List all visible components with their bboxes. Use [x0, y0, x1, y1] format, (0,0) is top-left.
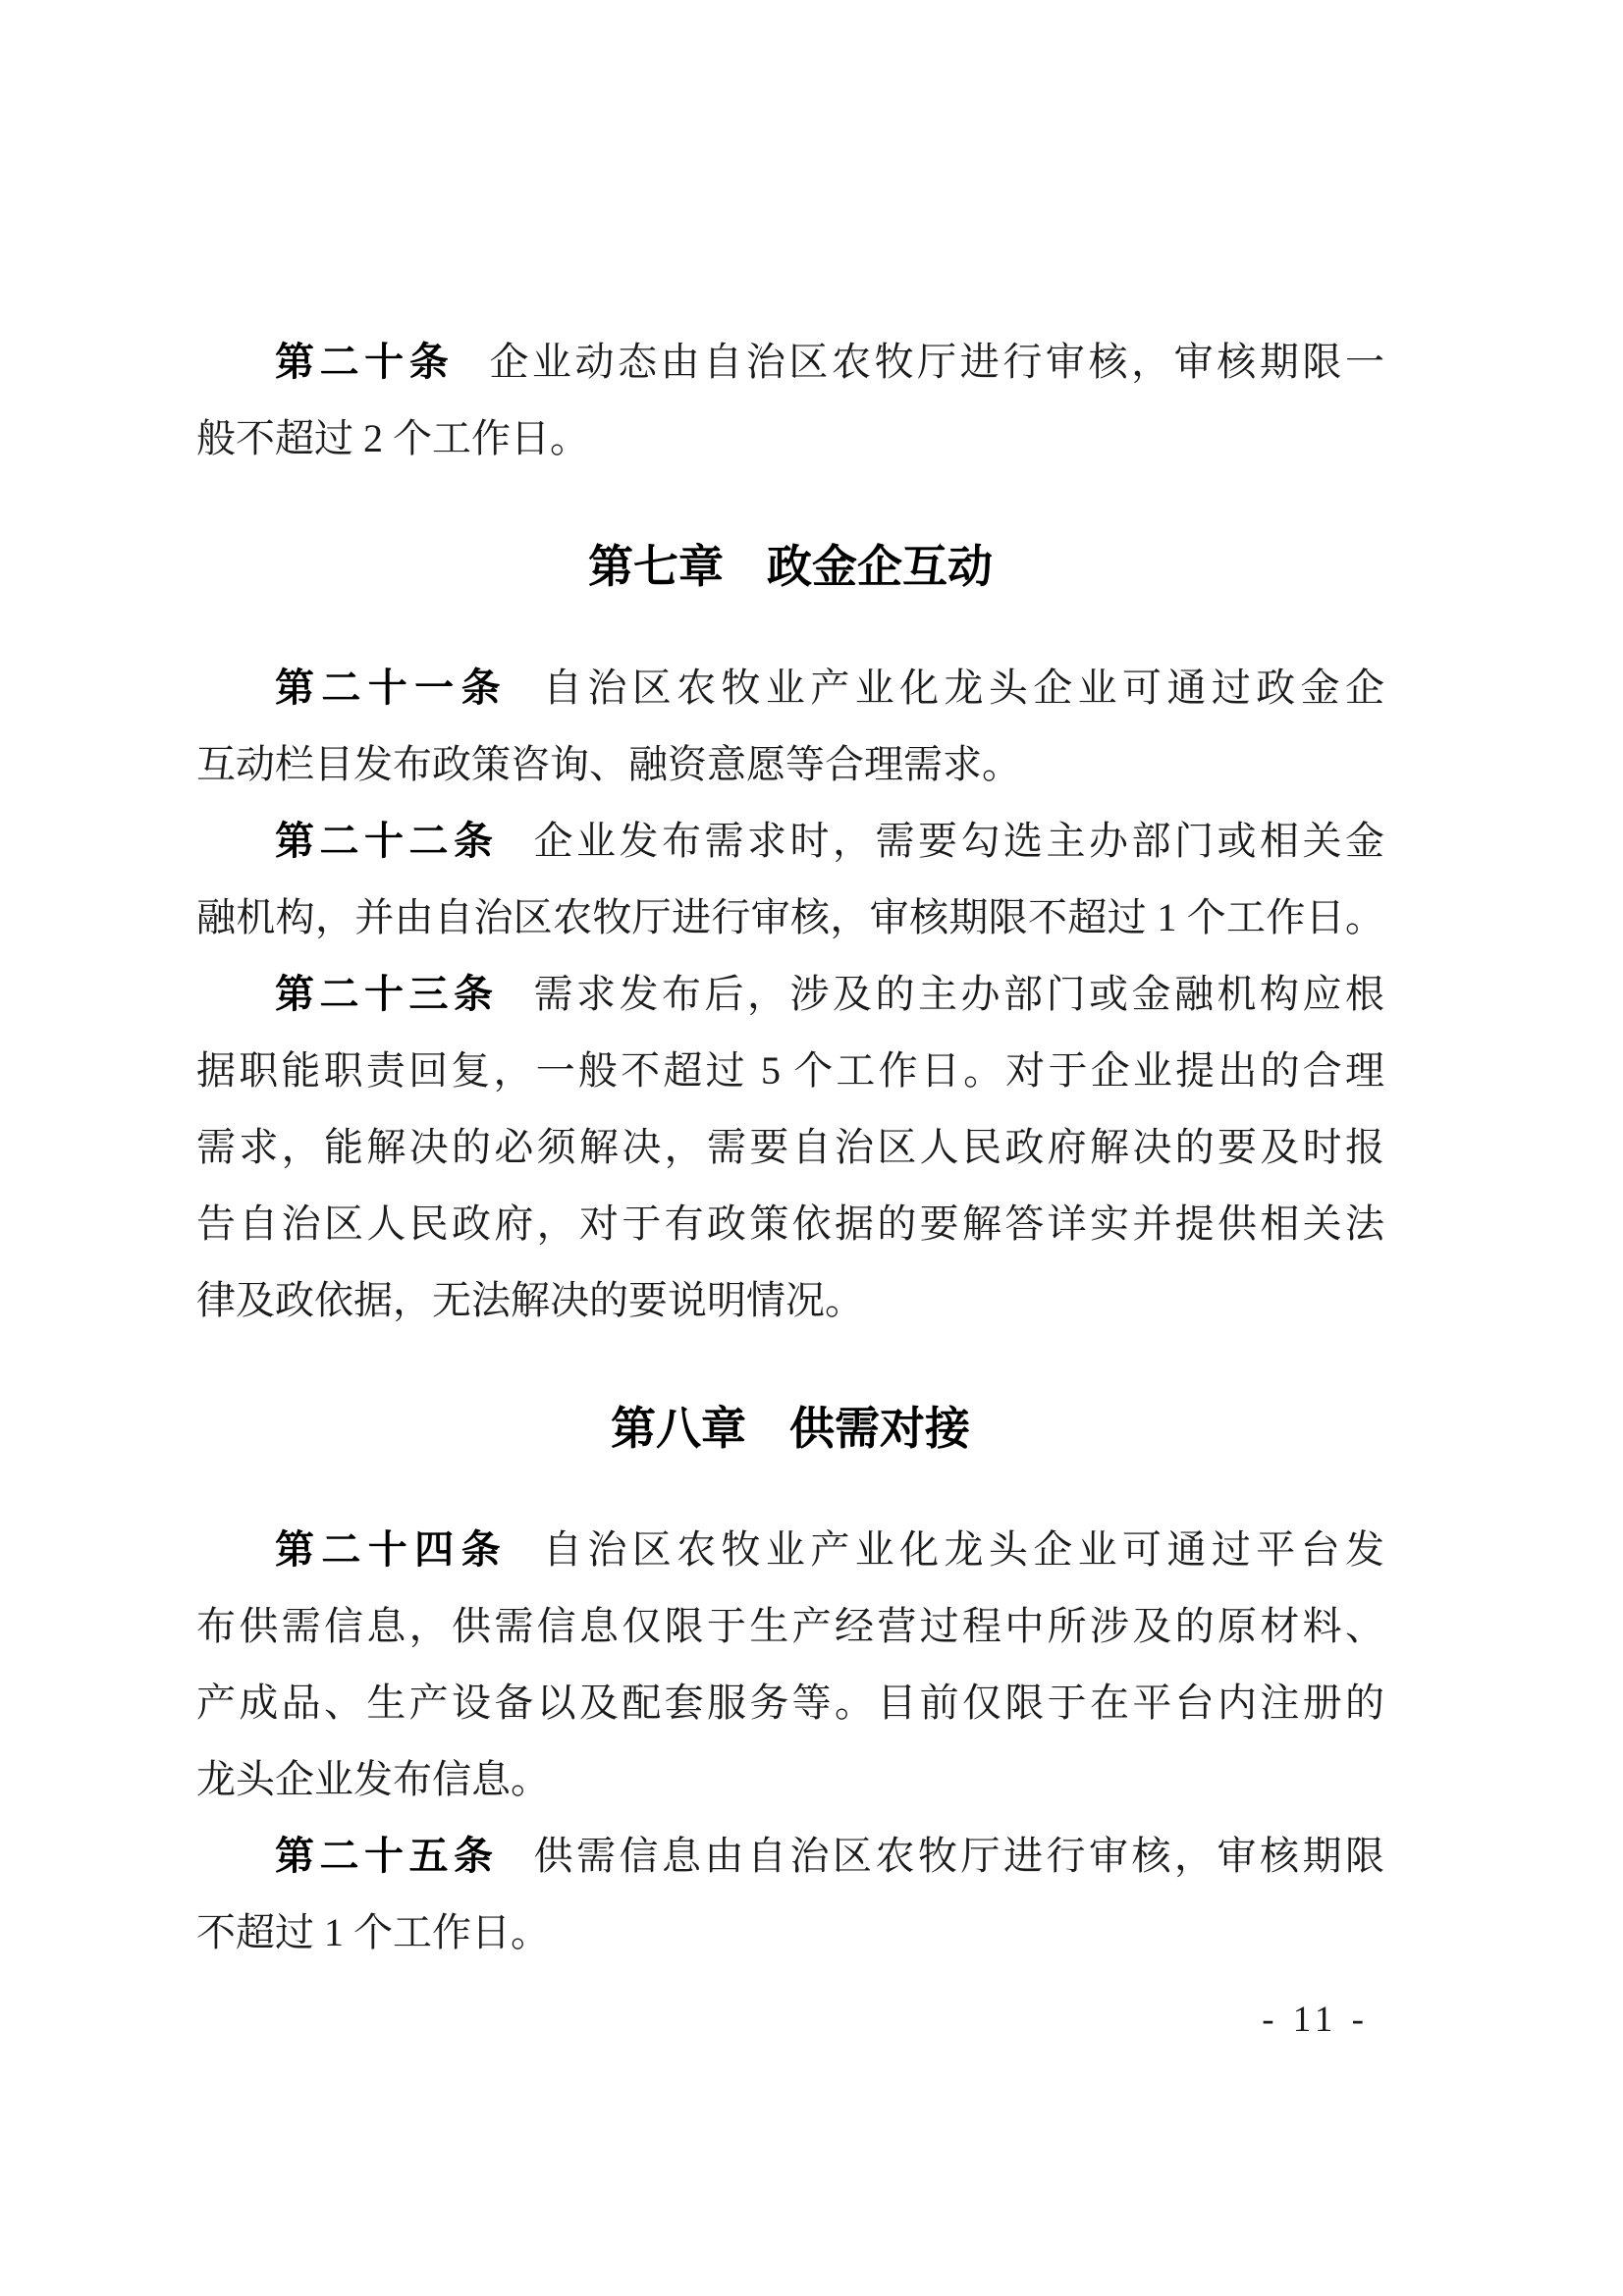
article-line: [196, 1512, 1384, 1588]
article-text: 自治区农牧业产业化龙头企业可通过平台发: [542, 1527, 1384, 1572]
article-line: 般不超过 2 个工作日。: [196, 416, 589, 460]
article-line: [196, 1818, 1384, 1895]
article-number: 第二十一条: [275, 666, 508, 710]
article-text: 需求发布后，涉及的主办部门或金融机构应根: [533, 972, 1384, 1016]
article-line: [196, 803, 1384, 880]
article-line: 不超过 1 个工作日。: [196, 1910, 550, 1954]
article-text: 自治区农牧业产业化龙头企业可通过政金企: [542, 666, 1384, 710]
article-21-paragraph: [196, 650, 1384, 803]
article-line: [196, 956, 1384, 1033]
article-line: 布供需信息，供需信息仅限于生产经营过程中所涉及的原材料、: [196, 1604, 1384, 1648]
article-24-paragraph: [196, 1512, 1384, 1818]
article-text: 企业发布需求时，需要勾选主办部门或相关金: [533, 819, 1384, 863]
article-number: 第二十五条: [275, 1834, 499, 1878]
chapter-label: 第八章: [611, 1403, 746, 1454]
article-line: 告自治区人民政府，对于有政策依据的要解答详实并提供相关法: [196, 1201, 1384, 1246]
article-25-paragraph: [196, 1818, 1384, 1971]
article-number: 第二十二条: [275, 819, 499, 863]
article-line: 融机构，并由自治区农牧厅进行审核，审核期限不超过 1 个工作日。: [196, 895, 1384, 939]
chapter-label: 第七章: [588, 541, 724, 592]
article-text: 供需信息由自治区农牧厅进行审核，审核期限: [533, 1834, 1384, 1878]
article-22-paragraph: [196, 803, 1384, 956]
article-line: [196, 324, 1384, 400]
article-line: 产成品、生产设备以及配套服务等。目前仅限于在平台内注册的: [196, 1681, 1384, 1725]
article-23-paragraph: [196, 956, 1384, 1339]
article-number: 第二十三条: [275, 972, 499, 1016]
article-line: 据职能职责回复，一般不超过 5 个工作日。对于企业提出的合理: [196, 1048, 1384, 1093]
chapter-8-heading: [196, 1390, 1384, 1467]
article-line: [196, 650, 1384, 726]
chapter-title: 政金企互动: [767, 541, 993, 592]
article-number: 第二十条: [275, 340, 455, 384]
article-line: 需求，能解决的必须解决，需要自治区人民政府解决的要及时报: [196, 1125, 1384, 1169]
chapter-7-heading: [196, 528, 1384, 605]
article-line: 互动栏目发布政策咨询、融资意愿等合理需求。: [196, 742, 1021, 786]
chapter-title: 供需对接: [789, 1403, 970, 1454]
article-20-paragraph: [196, 324, 1384, 477]
page-number: - 11 -: [1262, 2000, 1369, 2040]
article-text: 企业动态由自治区农牧厅进行审核，审核期限一: [489, 340, 1384, 384]
article-line: 龙头企业发布信息。: [196, 1757, 550, 1801]
article-number: 第二十四条: [275, 1527, 508, 1572]
article-line: 律及政依据，无法解决的要说明情况。: [196, 1278, 864, 1322]
